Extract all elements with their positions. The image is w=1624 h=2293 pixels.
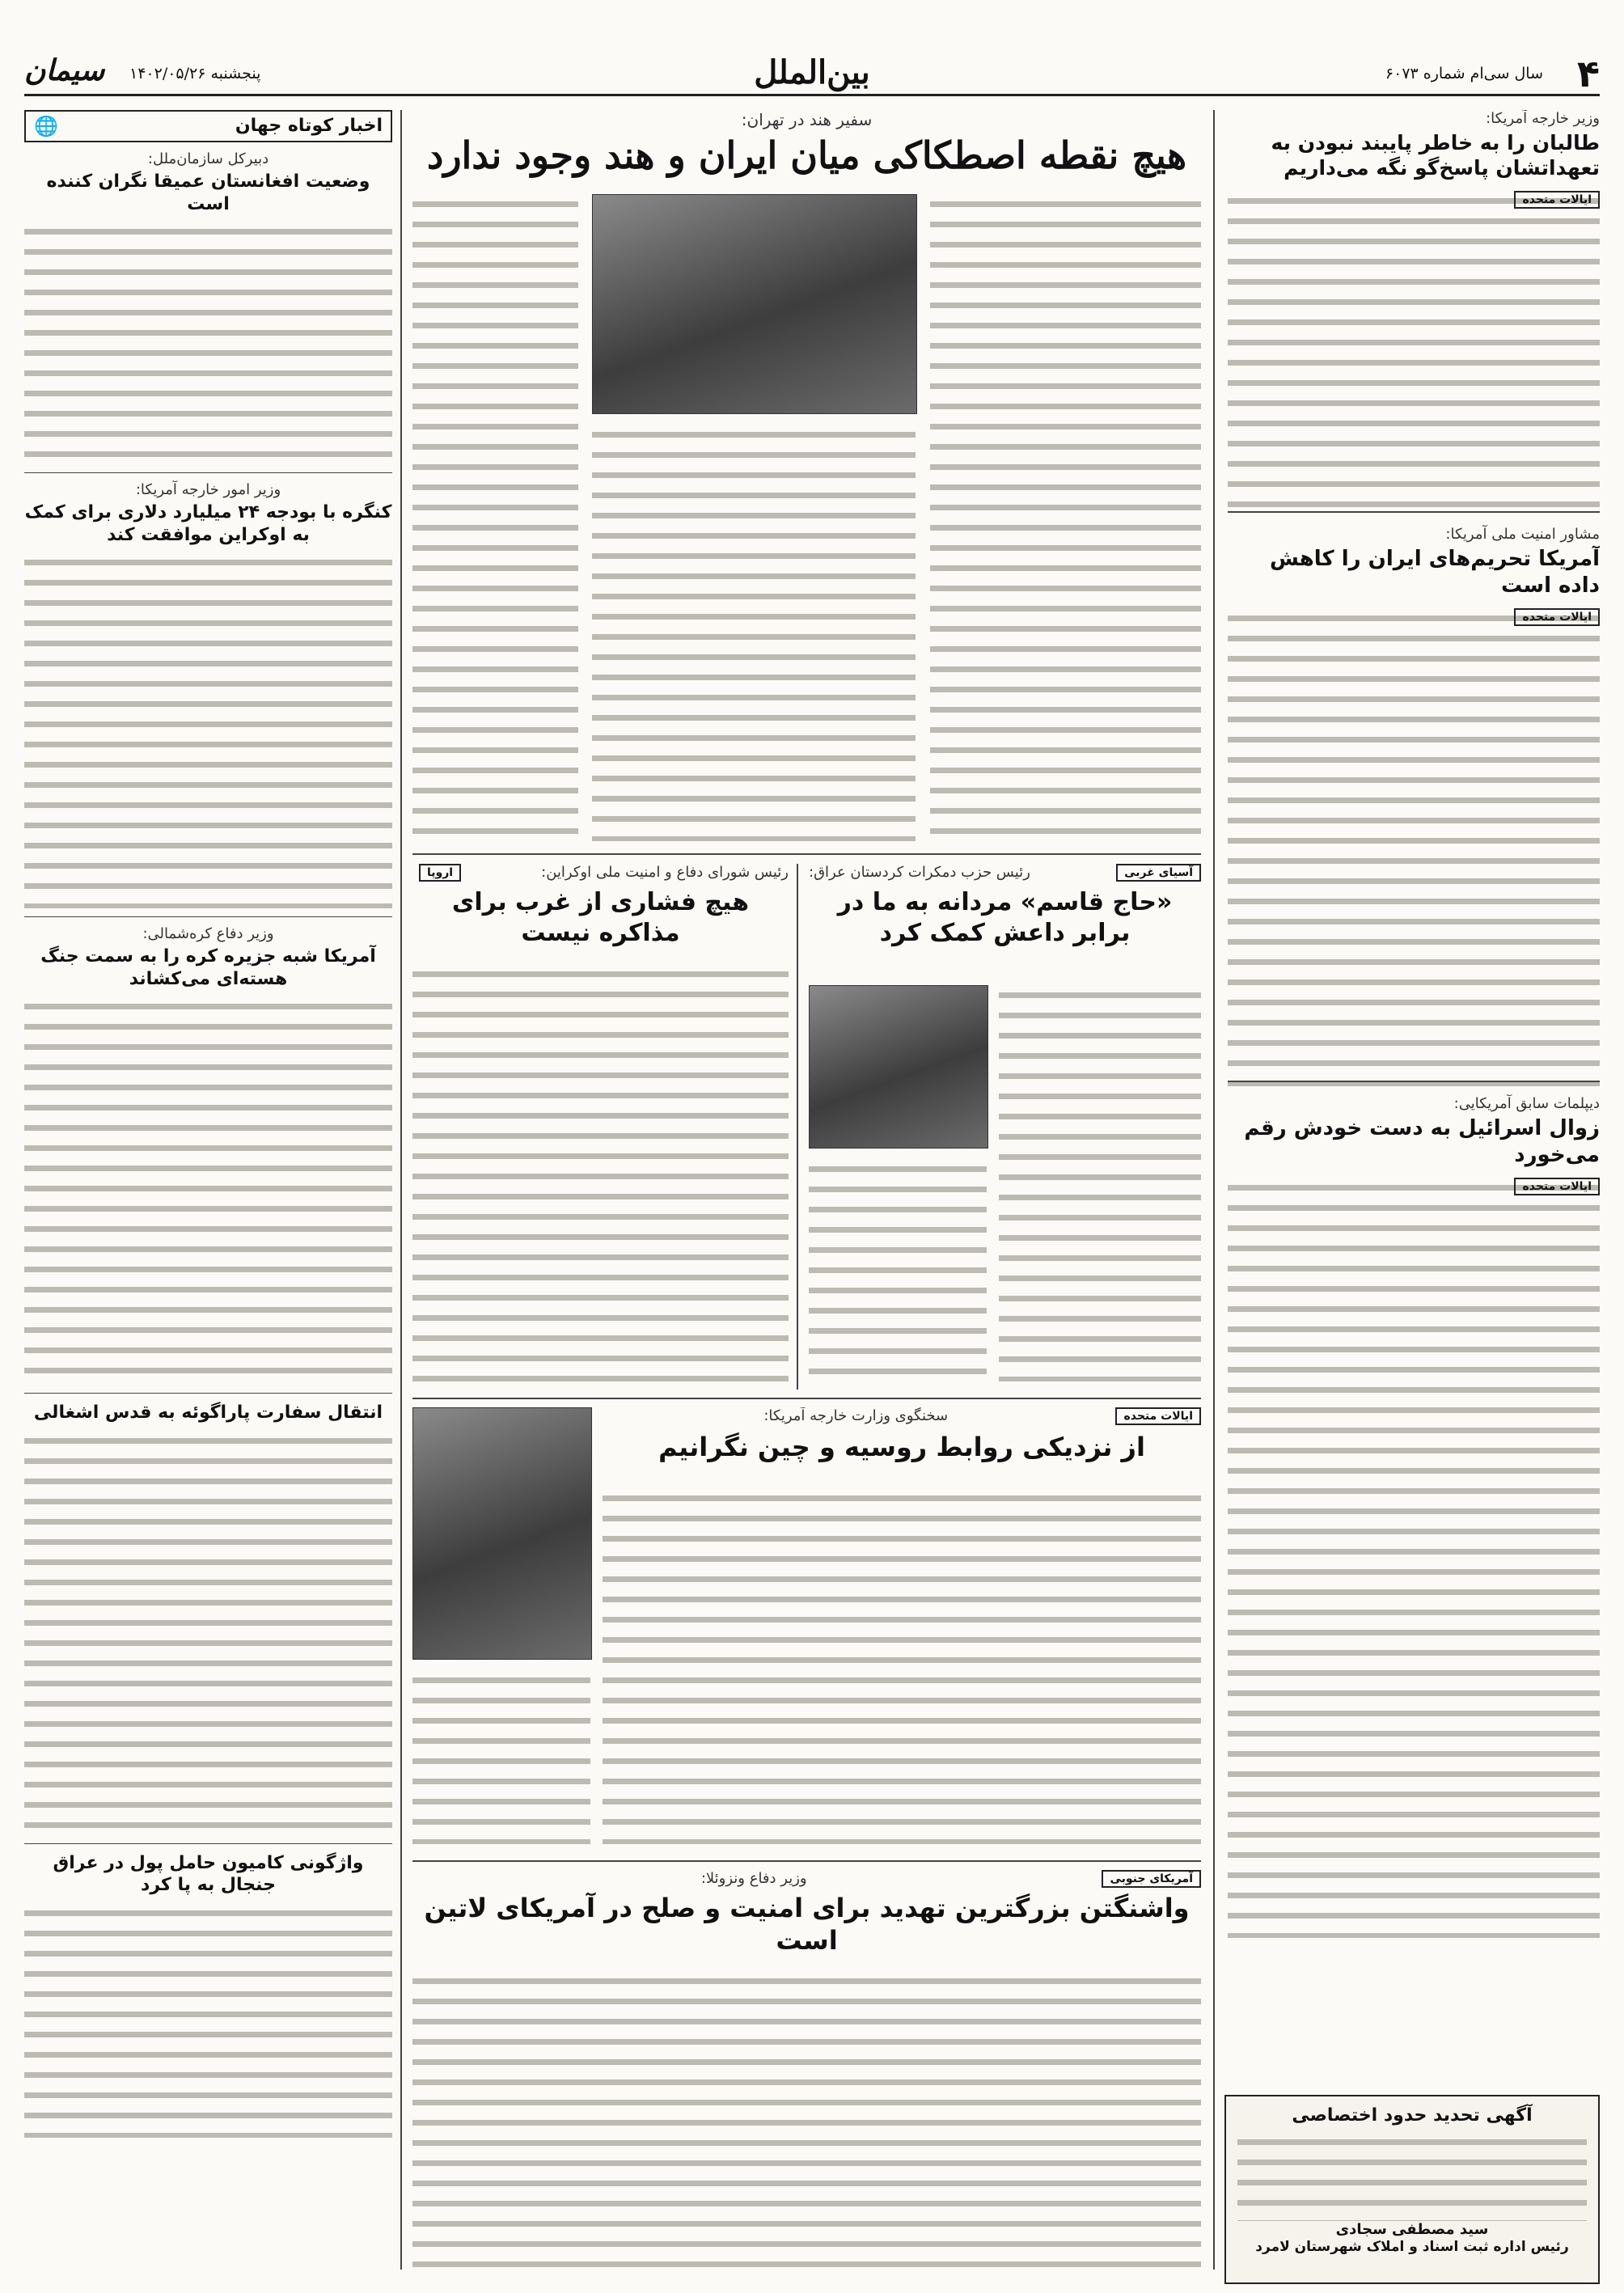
region-tag: ایالات متحده: [1115, 1407, 1201, 1425]
kicker: وزیر دفاع کره‌شمالی:: [142, 925, 274, 942]
article-venezuela: [412, 1870, 1201, 2270]
section-divider: [412, 1398, 1201, 1399]
lead-body-right: [930, 194, 1201, 841]
headline: آمریکا شبه جزیره کره را به سمت جنگ هسته‌ای می‌کشاند: [40, 946, 376, 989]
article-body: [412, 1670, 590, 1844]
article-body: [603, 1488, 1201, 1844]
masthead: [24, 52, 1600, 96]
headline: کنگره با بودجه ۲۴ میلیارد دلاری برای کمک به اوکراین موافقت کند: [24, 502, 392, 545]
notice-body: [1237, 2132, 1587, 2221]
divider: [24, 1843, 392, 1844]
kicker: وزیر دفاع ونزوئلا:: [700, 1870, 807, 1887]
brief-item: [24, 481, 392, 908]
globe-icon: 🌐: [34, 115, 58, 137]
notice-title: آگهی تحدید حدود اختصاصی: [1292, 2105, 1533, 2126]
article-body: [24, 996, 392, 1385]
headline: وضعیت افغانستان عمیقا نگران کننده است: [46, 171, 370, 214]
column-divider: [400, 110, 402, 2270]
issue-date: پنجشنبه ۱۴۰۲/۰۵/۲۶: [129, 65, 261, 82]
article-sanctions: [1228, 526, 1600, 1068]
news-brief-sidebar: [24, 110, 392, 2270]
divider: [1228, 1081, 1600, 1082]
article-body: [1228, 608, 1600, 1094]
headline: از نزدیکی روابط روسیه و چین نگرانیم: [658, 1432, 1145, 1462]
brief-item: [24, 925, 392, 1385]
putin-xi-photo: [412, 1407, 592, 1660]
notice-footer: رئیس اداره ثبت اسناد و املاک شهرستان لامرد: [1255, 2239, 1569, 2255]
article-body: [24, 222, 392, 464]
kicker: دیپلمات سابق آمریکایی:: [1453, 1095, 1600, 1112]
headline: آمریکا تحریم‌های ایران را کاهش داده است: [1270, 547, 1600, 598]
kicker: مشاور امنیت ملی آمریکا:: [1445, 526, 1600, 543]
page-number: ۴: [1576, 52, 1600, 95]
kicker: وزیر امور خارجه آمریکا:: [135, 481, 281, 498]
article-israel: [1228, 1095, 1600, 1912]
legal-notice-box: [1224, 2095, 1600, 2284]
kicker: وزیر خارجه آمریکا:: [1486, 110, 1600, 127]
notice-signature: سید مصطفی سجادی: [1335, 2220, 1489, 2238]
article-taliban: [1228, 110, 1600, 498]
column-divider: [1213, 110, 1215, 2270]
divider: [24, 472, 392, 473]
sidebar-header: [24, 110, 392, 142]
region-tag: آسیای غربی: [1116, 864, 1201, 882]
article-ukraine: [412, 864, 789, 1390]
divider: [24, 916, 392, 917]
issue-info: سال سی‌ام شماره ۶۰۷۳: [1385, 65, 1543, 82]
kicker: رئیس حزب دمکرات کردستان عراق:: [809, 864, 1030, 881]
headline: طالبان را به خاطر پایبند نبودن به تعهداتشان پاسخ‌گو نگه می‌داریم: [1271, 131, 1600, 180]
barzani-photo: [809, 985, 988, 1149]
kicker: سخنگوی وزارت خارجه آمریکا:: [763, 1407, 949, 1424]
region-tag: ایالات متحده: [1514, 608, 1600, 626]
region-tag: ایالات متحده: [1514, 191, 1600, 209]
brief-item: [24, 150, 392, 464]
sidebar-title: اخبار کوتاه جهان: [235, 116, 383, 137]
headline: واژگونی کامیون حامل پول در عراق جنجال به پا کرد: [53, 1852, 364, 1895]
article-body: [809, 1159, 987, 1381]
article-body: [1228, 191, 1600, 514]
newspaper-logo: سیمان: [24, 53, 105, 87]
section-divider: [412, 1860, 1201, 1862]
article-body: [999, 985, 1201, 1381]
article-body: [412, 1971, 1201, 2270]
headline: «حاج قاسم» مردانه به ما در برابر داعش کمک کرد: [837, 888, 1173, 947]
headline: هیچ فشاری از غرب برای مذاکره نیست: [451, 888, 750, 947]
lead-photo: [592, 194, 917, 414]
article-body: [1228, 1178, 1600, 1938]
region-tag: ایالات متحده: [1514, 1178, 1600, 1195]
brief-item: [24, 1852, 392, 2138]
region-tag: آمریکای جنوبی: [1102, 1870, 1201, 1888]
lead-body-left: [412, 194, 578, 841]
article-haj-qasem: [809, 864, 1201, 1390]
article-body: [24, 552, 392, 908]
lead-body-mid: [592, 425, 916, 841]
article-body: [24, 1903, 392, 2138]
divider: [24, 1393, 392, 1394]
column-divider: [797, 864, 798, 1390]
headline: انتقال سفارت پاراگوئه به قدس اشغالی: [33, 1402, 383, 1423]
article-russia-china: [412, 1407, 1201, 1852]
section-divider: [412, 853, 1201, 855]
article-body: [24, 1431, 392, 1835]
brief-item: [24, 1402, 392, 1835]
kicker: رئیس شورای دفاع و امنیت ملی اوکراین:: [541, 864, 789, 881]
headline: زوال اسرائیل به دست خودش رقم می‌خورد: [1244, 1116, 1600, 1167]
right-column: [1228, 110, 1600, 2084]
headline: واشنگتن بزرگترین تهدید برای امنیت و صلح در آمریکای لاتین است: [424, 1893, 1190, 1956]
article-body: [412, 964, 789, 1390]
kicker: دبیرکل سازمان‌ملل:: [147, 150, 269, 167]
divider: [1228, 511, 1600, 513]
section-title: بین‌الملل: [754, 53, 870, 91]
kicker: سفیر هند در تهران:: [741, 110, 873, 129]
headline: هیچ نقطه اصطکاکی میان ایران و هند وجود ندارد: [426, 133, 1187, 177]
region-tag: اروپا: [419, 864, 461, 882]
